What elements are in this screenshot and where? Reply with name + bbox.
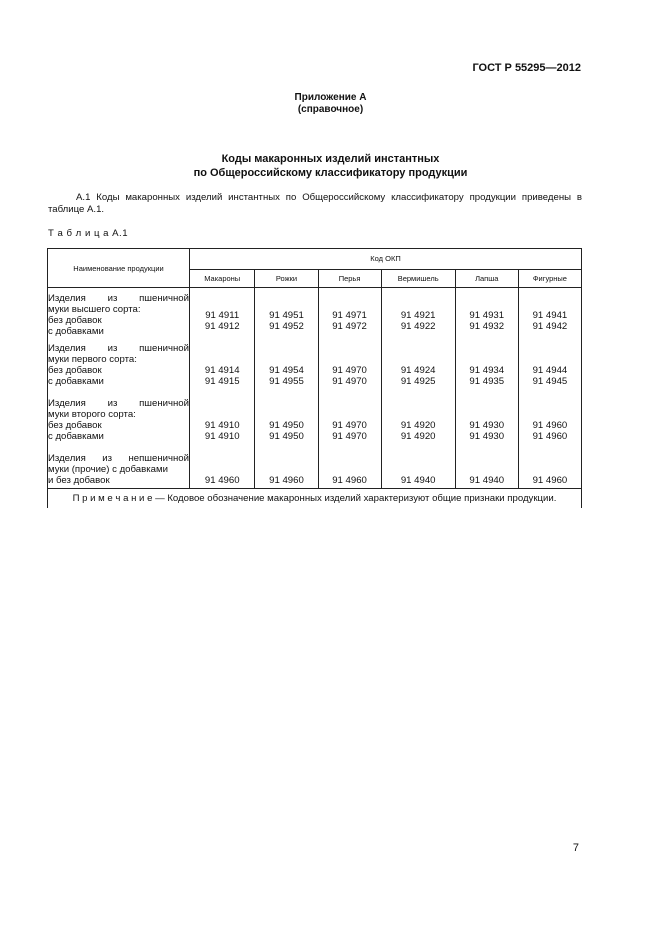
- header-okp-code: Код ОКП: [190, 249, 582, 270]
- code-cell: 91 4960 91 4960: [518, 398, 581, 453]
- code-cell: 91 4960: [518, 453, 581, 489]
- column-header: Перья: [318, 269, 381, 287]
- table-body: [48, 288, 582, 509]
- code-cell: 91 4911 91 4912: [190, 288, 255, 343]
- code-cell: 91 4940: [381, 453, 455, 489]
- code-cell: 91 4954 91 4955: [255, 343, 318, 398]
- code-cell: 91 4960: [318, 453, 381, 489]
- code-cell: 91 4934 91 4935: [455, 343, 518, 398]
- code-cell: 91 4971 91 4972: [318, 288, 381, 343]
- product-name-cell: Изделия из пшеничной муки второго сорта: без добавок с добавками: [48, 398, 190, 453]
- column-header: Фигурные: [518, 269, 581, 287]
- section-heading: [0, 152, 661, 180]
- note-text: — Кодовое обозначение макаронных изделий характеризуют общие признаки продукции.: [152, 493, 557, 504]
- code-cell: 91 4970 91 4970: [318, 343, 381, 398]
- table-label: Т а б л и ц а А.1: [48, 228, 129, 239]
- code-cell: 91 4910 91 4910: [190, 398, 255, 453]
- code-cell: 91 4941 91 4942: [518, 288, 581, 343]
- product-name-cell: Изделия из пшеничной муки первого сорта: без добавок с добавками: [48, 343, 190, 398]
- code-cell: 91 4960: [255, 453, 318, 489]
- annex-subtitle: (справочное): [297, 104, 364, 115]
- code-cell: 91 4944 91 4945: [518, 343, 581, 398]
- page-number: 7: [572, 842, 579, 854]
- heading-line-1: Коды макаронных изделий инстантных: [221, 153, 440, 165]
- table-note: [48, 489, 582, 509]
- code-cell: 91 4921 91 4922: [381, 288, 455, 343]
- code-cell: 91 4960: [190, 453, 255, 489]
- intro-paragraph: А.1 Коды макаронных изделий инстантных по Общероссийскому классификатору продукции приведены в таблице А.1.: [48, 192, 582, 215]
- code-cell: 91 4914 91 4915: [190, 343, 255, 398]
- column-header: Вермишель: [381, 269, 455, 287]
- code-cell: 91 4930 91 4930: [455, 398, 518, 453]
- table-row: [48, 453, 582, 489]
- code-cell: 91 4931 91 4932: [455, 288, 518, 343]
- header-product-name: Наименование продукции: [48, 249, 190, 288]
- code-cell: 91 4924 91 4925: [381, 343, 455, 398]
- note-label: П р и м е ч а н и е: [72, 493, 153, 504]
- annex-heading: [0, 92, 661, 116]
- product-name-cell: Изделия из пшеничной муки высшего сорта: без добавок с добавками: [48, 288, 190, 343]
- code-cell: 91 4940: [455, 453, 518, 489]
- column-header: Лапша: [455, 269, 518, 287]
- heading-line-2: по Общероссийскому классификатору продукции: [193, 167, 468, 179]
- code-cell: 91 4920 91 4920: [381, 398, 455, 453]
- code-cell: 91 4970 91 4970: [318, 398, 381, 453]
- document-code: ГОСТ Р 55295—2012: [472, 62, 581, 74]
- code-cell: 91 4951 91 4952: [255, 288, 318, 343]
- column-header: Макароны: [190, 269, 255, 287]
- product-name-cell: Изделия из непшеничной муки (прочие) с добавками и без добавок: [48, 453, 190, 489]
- table-row: [48, 288, 582, 343]
- code-cell: 91 4950 91 4950: [255, 398, 318, 453]
- table-row: [48, 398, 582, 453]
- okp-codes-table: [47, 248, 582, 508]
- table-note-row: [48, 489, 582, 509]
- table-row: [48, 343, 582, 398]
- annex-title: Приложение А: [294, 92, 367, 103]
- column-header: Рожки: [255, 269, 318, 287]
